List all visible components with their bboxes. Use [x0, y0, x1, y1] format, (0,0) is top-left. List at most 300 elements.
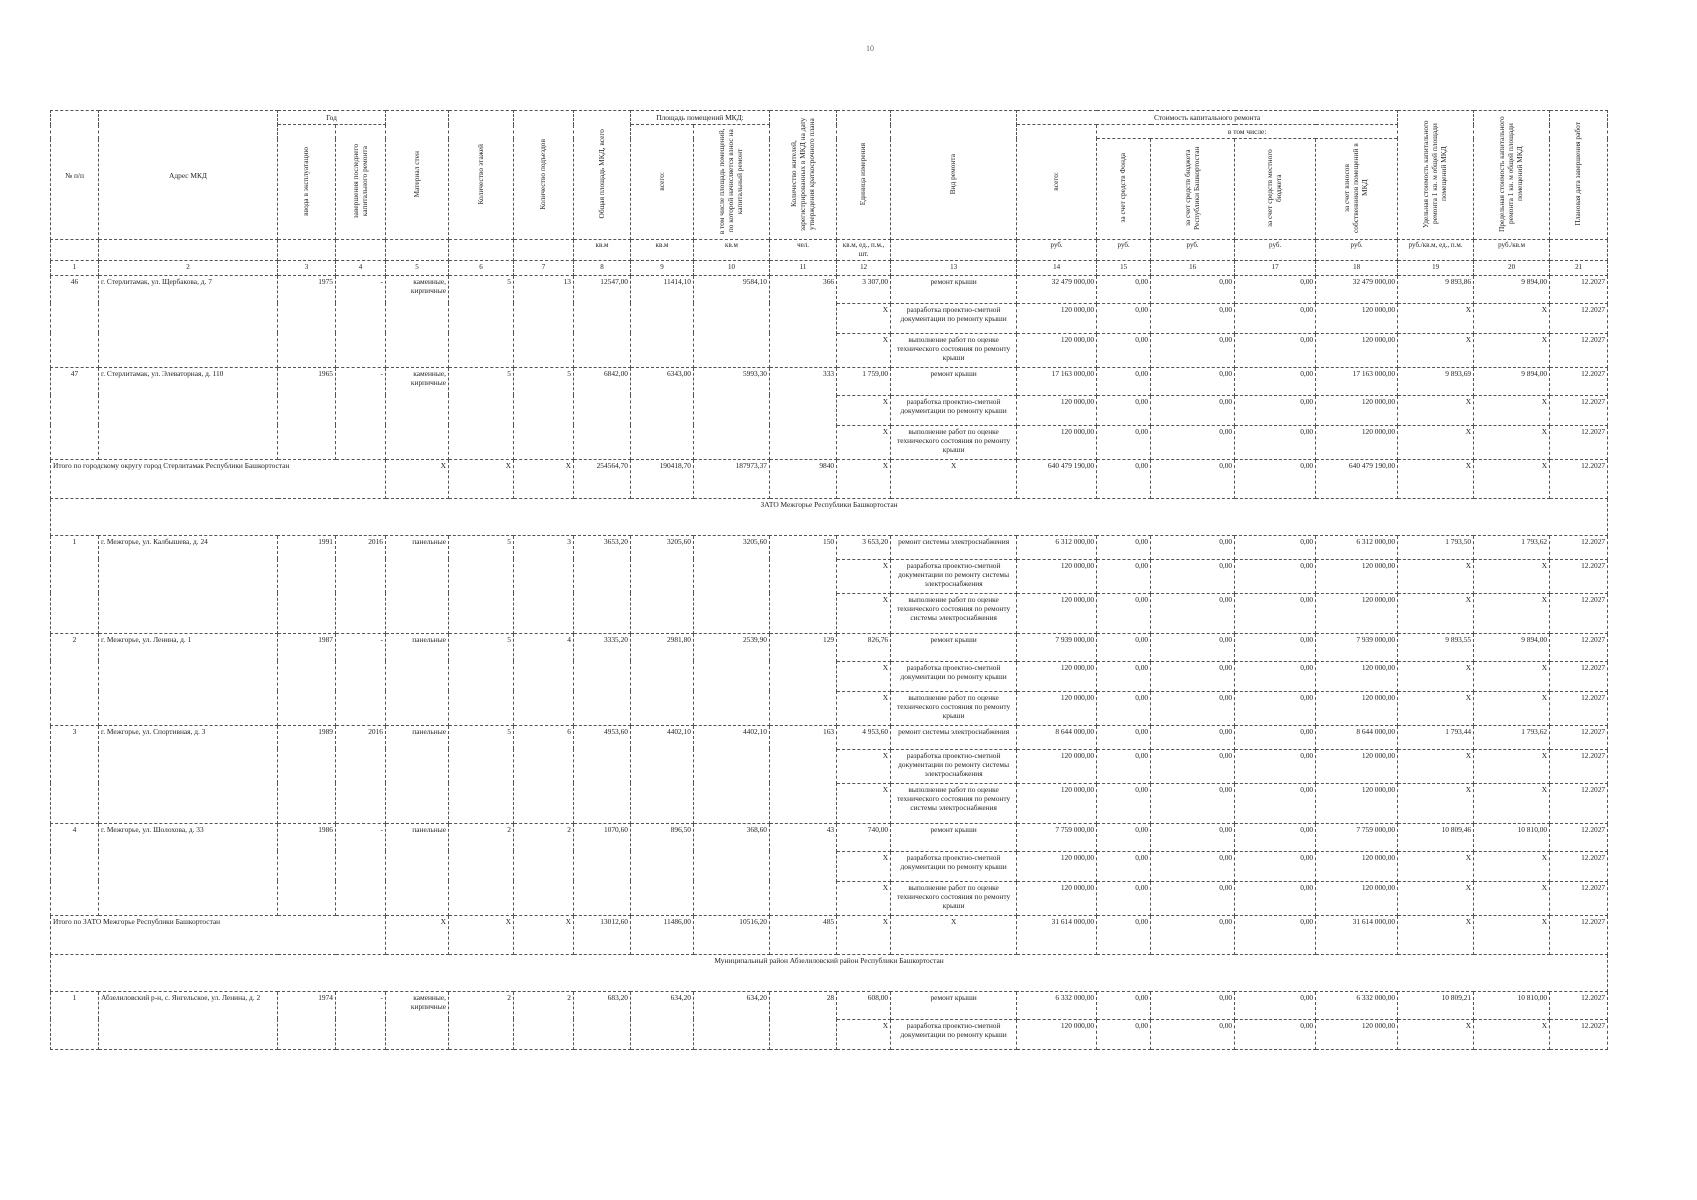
- address: г. Межгорье, ул. Шолохова, д. 33: [99, 823, 278, 915]
- year-built: 1989: [278, 725, 336, 823]
- cost-budget-rb: 0,00: [1151, 367, 1235, 395]
- deadline: 12.2027: [1550, 633, 1608, 661]
- header-total-area: Общая площадь МКД, всего: [574, 111, 631, 240]
- residents: 28: [770, 991, 837, 1049]
- cost-budget-local: 0,00: [1235, 851, 1316, 881]
- max-cost: X: [1474, 395, 1550, 425]
- deadline: 12.2027: [1550, 823, 1608, 851]
- column-number: 11: [770, 260, 837, 275]
- wall-material: панельные: [386, 725, 449, 823]
- column-number: 13: [891, 260, 1017, 275]
- house-row: [51, 367, 1608, 395]
- wall-material: панельные: [386, 633, 449, 725]
- cost-total: 640 479 190,00: [1017, 459, 1097, 498]
- cost-total: 7 759 000,00: [1017, 823, 1097, 851]
- cost-budget-local: 0,00: [1235, 915, 1316, 954]
- house-row: [51, 823, 1608, 851]
- column-number: 2: [99, 260, 278, 275]
- residents: 43: [770, 823, 837, 915]
- cost-owners: 31 614 000,00: [1316, 915, 1398, 954]
- premises-area: 896,50: [631, 823, 694, 915]
- cost-owners: 120 000,00: [1316, 661, 1398, 691]
- column-number: 10: [694, 260, 770, 275]
- deadline: 12.2027: [1550, 593, 1608, 633]
- unit-qty: X: [837, 303, 891, 333]
- cost-budget-local: 0,00: [1235, 459, 1316, 498]
- column-number: 6: [449, 260, 514, 275]
- section-row: [51, 498, 1608, 535]
- residents: 333: [770, 367, 837, 459]
- cost-budget-rb: 0,00: [1151, 633, 1235, 661]
- entrances: X: [514, 459, 574, 498]
- deadline: 12.2027: [1550, 661, 1608, 691]
- cost-budget-local: 0,00: [1235, 691, 1316, 725]
- deadline: 12.2027: [1550, 425, 1608, 459]
- house-row: [51, 633, 1608, 661]
- wall-material: каменные, кирпичные: [386, 275, 449, 367]
- cost-total: 120 000,00: [1017, 303, 1097, 333]
- wall-material: X: [386, 459, 449, 498]
- deadline: 12.2027: [1550, 559, 1608, 593]
- unit-qty: 4 953,60: [837, 725, 891, 749]
- section-row: [51, 954, 1608, 991]
- unit-cost: X: [1398, 851, 1474, 881]
- address: г. Стерлитамак, ул. Щербакова, д. 7: [99, 275, 278, 367]
- address: г. Стерлитамак, ул. Элеваторная, д. 110: [99, 367, 278, 459]
- max-cost: X: [1474, 881, 1550, 915]
- total-label: Итого по ЗАТО Межгорье Республики Башкортостан: [51, 915, 386, 954]
- premises-cap-area: 187973,37: [694, 459, 770, 498]
- unit-cost: X: [1398, 1019, 1474, 1049]
- header-unit-cost: Удельная стоимость капитального ремонта 1 кв. м общей площади помещений МКД: [1398, 111, 1474, 240]
- premises-area: 6343,00: [631, 367, 694, 459]
- year-last-repair: -: [336, 823, 386, 915]
- column-number: 4: [336, 260, 386, 275]
- cost-total: 17 163 000,00: [1017, 367, 1097, 395]
- deadline: 12.2027: [1550, 915, 1608, 954]
- max-cost: X: [1474, 851, 1550, 881]
- unit-cost: 1 793,50: [1398, 535, 1474, 559]
- work-type: разработка проектно-сметной документации по ремонту системы электроснабжения: [891, 559, 1017, 593]
- wall-material: панельные: [386, 823, 449, 915]
- cost-owners: 120 000,00: [1316, 303, 1398, 333]
- deadline: 12.2027: [1550, 535, 1608, 559]
- year-last-repair: -: [336, 633, 386, 725]
- unit-qty: X: [837, 915, 891, 954]
- deadline: 12.2027: [1550, 725, 1608, 749]
- cost-fund: 0,00: [1097, 725, 1151, 749]
- premises-cap-area: 4402,10: [694, 725, 770, 823]
- year-built: 1987: [278, 633, 336, 725]
- deadline: 12.2027: [1550, 275, 1608, 303]
- total-area: 3335,20: [574, 633, 631, 725]
- column-number: 16: [1151, 260, 1235, 275]
- address: г. Межгорье, ул. Ленина, д. 1: [99, 633, 278, 725]
- cost-budget-rb: 0,00: [1151, 661, 1235, 691]
- cost-fund: 0,00: [1097, 275, 1151, 303]
- cost-owners: 120 000,00: [1316, 395, 1398, 425]
- cost-budget-local: 0,00: [1235, 725, 1316, 749]
- cost-fund: 0,00: [1097, 915, 1151, 954]
- total-area: 1070,60: [574, 823, 631, 915]
- header-entrances: Количество подъездов: [514, 111, 574, 240]
- row-number: 4: [51, 823, 99, 915]
- cost-fund: 0,00: [1097, 333, 1151, 367]
- unit-cell: чел.: [770, 240, 837, 261]
- deadline: 12.2027: [1550, 783, 1608, 823]
- unit-qty: X: [837, 425, 891, 459]
- deadline: 12.2027: [1550, 881, 1608, 915]
- cost-total: 120 000,00: [1017, 593, 1097, 633]
- max-cost: X: [1474, 593, 1550, 633]
- header-year-group: Год: [278, 111, 386, 125]
- work-type: ремонт крыши: [891, 633, 1017, 661]
- floors: 5: [449, 275, 514, 367]
- year-last-repair: -: [336, 367, 386, 459]
- cost-owners: 640 479 190,00: [1316, 459, 1398, 498]
- cost-budget-local: 0,00: [1235, 559, 1316, 593]
- floors: 5: [449, 633, 514, 725]
- unit-qty: 740,00: [837, 823, 891, 851]
- cost-budget-rb: 0,00: [1151, 275, 1235, 303]
- cost-fund: 0,00: [1097, 425, 1151, 459]
- total-row: [51, 915, 1608, 954]
- cost-budget-rb: 0,00: [1151, 691, 1235, 725]
- unit-qty: 826,76: [837, 633, 891, 661]
- cost-fund: 0,00: [1097, 991, 1151, 1019]
- cost-owners: 32 479 000,00: [1316, 275, 1398, 303]
- max-cost: X: [1474, 783, 1550, 823]
- cost-budget-local: 0,00: [1235, 275, 1316, 303]
- work-type: ремонт крыши: [891, 991, 1017, 1019]
- header-premises-total: всего:: [631, 125, 694, 240]
- cost-owners: 120 000,00: [1316, 425, 1398, 459]
- max-cost: X: [1474, 333, 1550, 367]
- house-row: [51, 725, 1608, 749]
- premises-area: 11486,00: [631, 915, 694, 954]
- max-cost: X: [1474, 915, 1550, 954]
- cost-fund: 0,00: [1097, 559, 1151, 593]
- unit-qty: X: [837, 691, 891, 725]
- header-floors: Количество этажей: [449, 111, 514, 240]
- cost-fund: 0,00: [1097, 661, 1151, 691]
- year-built: 1986: [278, 823, 336, 915]
- work-type: ремонт крыши: [891, 275, 1017, 303]
- cost-budget-local: 0,00: [1235, 823, 1316, 851]
- cost-fund: 0,00: [1097, 535, 1151, 559]
- cost-budget-rb: 0,00: [1151, 783, 1235, 823]
- max-cost: 1 793,62: [1474, 725, 1550, 749]
- house-row: [51, 535, 1608, 559]
- header-max-cost: Предельная стоимость капитального ремонта 1 кв. м общей площади помещений МКД: [1474, 111, 1550, 240]
- address: г. Межгорье, ул. Спортивная, д. 3: [99, 725, 278, 823]
- premises-area: 4402,10: [631, 725, 694, 823]
- cost-budget-local: 0,00: [1235, 633, 1316, 661]
- premises-area: 190418,70: [631, 459, 694, 498]
- floors: 5: [449, 535, 514, 633]
- max-cost: 10 810,00: [1474, 823, 1550, 851]
- header-walls: Материал стен: [386, 111, 449, 240]
- total-area: 12547,00: [574, 275, 631, 367]
- cost-budget-rb: 0,00: [1151, 851, 1235, 881]
- unit-qty: 3 307,00: [837, 275, 891, 303]
- unit-cost: 10 809,21: [1398, 991, 1474, 1019]
- unit-cost: 9 893,86: [1398, 275, 1474, 303]
- header-incl: в том числе:: [1097, 125, 1398, 139]
- entrances: 13: [514, 275, 574, 367]
- entrances: X: [514, 915, 574, 954]
- capital-repair-table: [50, 110, 1608, 1050]
- premises-cap-area: 10516,20: [694, 915, 770, 954]
- house-row: [51, 991, 1608, 1019]
- total-area: 6842,00: [574, 367, 631, 459]
- total-label: Итого по городскому округу город Стерлитамак Республики Башкортостан: [51, 459, 386, 498]
- premises-cap-area: 634,20: [694, 991, 770, 1049]
- header-work: Вид ремонта: [891, 111, 1017, 240]
- work-type: ремонт системы электроснабжения: [891, 535, 1017, 559]
- cost-total: 120 000,00: [1017, 881, 1097, 915]
- cost-owners: 120 000,00: [1316, 1019, 1398, 1049]
- cost-fund: 0,00: [1097, 633, 1151, 661]
- row-number: 2: [51, 633, 99, 725]
- premises-cap-area: 2539,90: [694, 633, 770, 725]
- cost-total: 7 939 000,00: [1017, 633, 1097, 661]
- unit-qty: 608,00: [837, 991, 891, 1019]
- cost-budget-rb: 0,00: [1151, 559, 1235, 593]
- row-number: 1: [51, 535, 99, 633]
- wall-material: панельные: [386, 535, 449, 633]
- work-type: ремонт системы электроснабжения: [891, 725, 1017, 749]
- work-type: разработка проектно-сметной документации по ремонту крыши: [891, 851, 1017, 881]
- row-number: 47: [51, 367, 99, 459]
- wall-material: каменные, кирпичные: [386, 991, 449, 1049]
- cost-budget-local: 0,00: [1235, 783, 1316, 823]
- cost-owners: 120 000,00: [1316, 881, 1398, 915]
- unit-cost: X: [1398, 303, 1474, 333]
- floors: X: [449, 459, 514, 498]
- deadline: 12.2027: [1550, 395, 1608, 425]
- cost-total: 6 312 000,00: [1017, 535, 1097, 559]
- max-cost: X: [1474, 749, 1550, 783]
- header-premises-cap: в том числе площадь помещений, по которой начисляется взнос на капитальный ремонт: [694, 125, 770, 240]
- deadline: 12.2027: [1550, 333, 1608, 367]
- deadline: 12.2027: [1550, 991, 1608, 1019]
- max-cost: X: [1474, 459, 1550, 498]
- cost-total: 120 000,00: [1017, 559, 1097, 593]
- premises-area: 2981,80: [631, 633, 694, 725]
- floors: 5: [449, 725, 514, 823]
- cost-fund: 0,00: [1097, 593, 1151, 633]
- cost-budget-local: 0,00: [1235, 425, 1316, 459]
- entrances: 5: [514, 367, 574, 459]
- premises-area: 634,20: [631, 991, 694, 1049]
- column-number: 14: [1017, 260, 1097, 275]
- column-number: 1: [51, 260, 99, 275]
- column-number: 15: [1097, 260, 1151, 275]
- section-title: Муниципальный район Абзелиловский район Республики Башкортостан: [51, 954, 1608, 991]
- cost-budget-rb: 0,00: [1151, 915, 1235, 954]
- unit-qty: X: [837, 395, 891, 425]
- unit-qty: X: [837, 1019, 891, 1049]
- row-number: 1: [51, 991, 99, 1049]
- entrances: 2: [514, 991, 574, 1049]
- header-premises-group: Площадь помещений МКД:: [631, 111, 770, 125]
- unit-qty: X: [837, 459, 891, 498]
- cost-fund: 0,00: [1097, 783, 1151, 823]
- cost-total: 120 000,00: [1017, 1019, 1097, 1049]
- cost-total: 8 644 000,00: [1017, 725, 1097, 749]
- unit-cell: кв.м: [574, 240, 631, 261]
- deadline: 12.2027: [1550, 851, 1608, 881]
- column-number: 21: [1550, 260, 1608, 275]
- premises-area: 3205,60: [631, 535, 694, 633]
- cost-total: 31 614 000,00: [1017, 915, 1097, 954]
- premises-cap-area: 3205,60: [694, 535, 770, 633]
- year-last-repair: -: [336, 991, 386, 1049]
- header-address: Адрес МКД: [99, 111, 278, 240]
- header-budget-rb: за счет средств бюджета Республики Башкортостан: [1151, 139, 1235, 240]
- total-area: 4953,60: [574, 725, 631, 823]
- deadline: 12.2027: [1550, 691, 1608, 725]
- work-type: выполнение работ по оценке технического состояния по ремонту крыши: [891, 425, 1017, 459]
- unit-qty: X: [837, 661, 891, 691]
- work-type: разработка проектно-сметной документации по ремонту крыши: [891, 395, 1017, 425]
- column-number: 18: [1316, 260, 1398, 275]
- entrances: 4: [514, 633, 574, 725]
- total-area: 13012,60: [574, 915, 631, 954]
- units-row: [51, 240, 1608, 261]
- year-last-repair: -: [336, 275, 386, 367]
- unit-cell: руб./кв.м, ед., п.м.: [1398, 240, 1474, 261]
- year-built: 1975: [278, 275, 336, 367]
- row-number: 46: [51, 275, 99, 367]
- house-row: [51, 275, 1608, 303]
- max-cost: X: [1474, 1019, 1550, 1049]
- unit-qty: X: [837, 333, 891, 367]
- cost-total: 120 000,00: [1017, 661, 1097, 691]
- cost-owners: 120 000,00: [1316, 593, 1398, 633]
- cost-owners: 120 000,00: [1316, 691, 1398, 725]
- cost-budget-rb: 0,00: [1151, 535, 1235, 559]
- unit-cost: X: [1398, 783, 1474, 823]
- cost-total: 32 479 000,00: [1017, 275, 1097, 303]
- max-cost: 9 894,00: [1474, 633, 1550, 661]
- column-number: 20: [1474, 260, 1550, 275]
- floors: 5: [449, 367, 514, 459]
- unit-cost: X: [1398, 661, 1474, 691]
- unit-cost: X: [1398, 881, 1474, 915]
- premises-cap-area: 5993,30: [694, 367, 770, 459]
- cost-owners: 17 163 000,00: [1316, 367, 1398, 395]
- work-type: выполнение работ по оценке технического состояния по ремонту крыши: [891, 691, 1017, 725]
- cost-budget-rb: 0,00: [1151, 593, 1235, 633]
- column-number: 5: [386, 260, 449, 275]
- cost-budget-local: 0,00: [1235, 333, 1316, 367]
- work-type: X: [891, 459, 1017, 498]
- year-last-repair: 2016: [336, 535, 386, 633]
- header-cost-group: Стоимость капитального ремонта: [1017, 111, 1398, 125]
- cost-budget-rb: 0,00: [1151, 991, 1235, 1019]
- unit-cost: X: [1398, 593, 1474, 633]
- cost-budget-rb: 0,00: [1151, 749, 1235, 783]
- work-type: ремонт крыши: [891, 367, 1017, 395]
- unit-cost: X: [1398, 691, 1474, 725]
- unit-cost: X: [1398, 459, 1474, 498]
- column-number: 17: [1235, 260, 1316, 275]
- header-no: № п/п: [51, 111, 99, 240]
- cost-owners: 120 000,00: [1316, 783, 1398, 823]
- unit-cost: X: [1398, 333, 1474, 367]
- unit-cell: руб.: [1235, 240, 1316, 261]
- cost-budget-local: 0,00: [1235, 881, 1316, 915]
- cost-owners: 120 000,00: [1316, 559, 1398, 593]
- cost-fund: 0,00: [1097, 1019, 1151, 1049]
- column-numbers-row: [51, 260, 1608, 275]
- deadline: 12.2027: [1550, 303, 1608, 333]
- unit-cost: X: [1398, 749, 1474, 783]
- row-number: 3: [51, 725, 99, 823]
- total-row: [51, 459, 1608, 498]
- cost-total: 120 000,00: [1017, 691, 1097, 725]
- cost-owners: 120 000,00: [1316, 333, 1398, 367]
- unit-qty: X: [837, 881, 891, 915]
- cost-budget-local: 0,00: [1235, 395, 1316, 425]
- column-number: 3: [278, 260, 336, 275]
- unit-cell: руб.: [1151, 240, 1235, 261]
- cost-fund: 0,00: [1097, 459, 1151, 498]
- cost-total: 6 332 000,00: [1017, 991, 1097, 1019]
- residents: 163: [770, 725, 837, 823]
- address: Абзелиловский р-н, с. Янгельское, ул. Ленина, д. 2: [99, 991, 278, 1049]
- column-number: 12: [837, 260, 891, 275]
- cost-owners: 120 000,00: [1316, 749, 1398, 783]
- premises-cap-area: 368,60: [694, 823, 770, 915]
- unit-cell: руб.: [1316, 240, 1398, 261]
- unit-cell: кв.м: [631, 240, 694, 261]
- column-number: 8: [574, 260, 631, 275]
- entrances: 2: [514, 823, 574, 915]
- max-cost: X: [1474, 303, 1550, 333]
- deadline: 12.2027: [1550, 459, 1608, 498]
- max-cost: 1 793,62: [1474, 535, 1550, 559]
- section-title: ЗАТО Межгорье Республики Башкортостан: [51, 498, 1608, 535]
- cost-budget-rb: 0,00: [1151, 425, 1235, 459]
- work-type: X: [891, 915, 1017, 954]
- unit-cost: X: [1398, 395, 1474, 425]
- work-type: выполнение работ по оценке технического состояния по ремонту системы электроснабжения: [891, 783, 1017, 823]
- cost-fund: 0,00: [1097, 881, 1151, 915]
- unit-qty: X: [837, 559, 891, 593]
- max-cost: X: [1474, 559, 1550, 593]
- unit-cell: руб.: [1097, 240, 1151, 261]
- unit-qty: 1 759,00: [837, 367, 891, 395]
- unit-cell: кв.м: [694, 240, 770, 261]
- unit-cell: кв.м, ед., п.м., шт.: [837, 240, 891, 261]
- cost-total: 120 000,00: [1017, 395, 1097, 425]
- unit-cost: 10 809,46: [1398, 823, 1474, 851]
- cost-total: 120 000,00: [1017, 783, 1097, 823]
- year-built: 1974: [278, 991, 336, 1049]
- unit-qty: 3 653,20: [837, 535, 891, 559]
- total-area: 683,20: [574, 991, 631, 1049]
- cost-total: 120 000,00: [1017, 425, 1097, 459]
- cost-budget-rb: 0,00: [1151, 333, 1235, 367]
- work-type: разработка проектно-сметной документации по ремонту системы электроснабжения: [891, 749, 1017, 783]
- cost-budget-rb: 0,00: [1151, 1019, 1235, 1049]
- cost-fund: 0,00: [1097, 303, 1151, 333]
- max-cost: 9 894,00: [1474, 367, 1550, 395]
- header-deadline: Плановая дата завершения работ: [1550, 111, 1608, 240]
